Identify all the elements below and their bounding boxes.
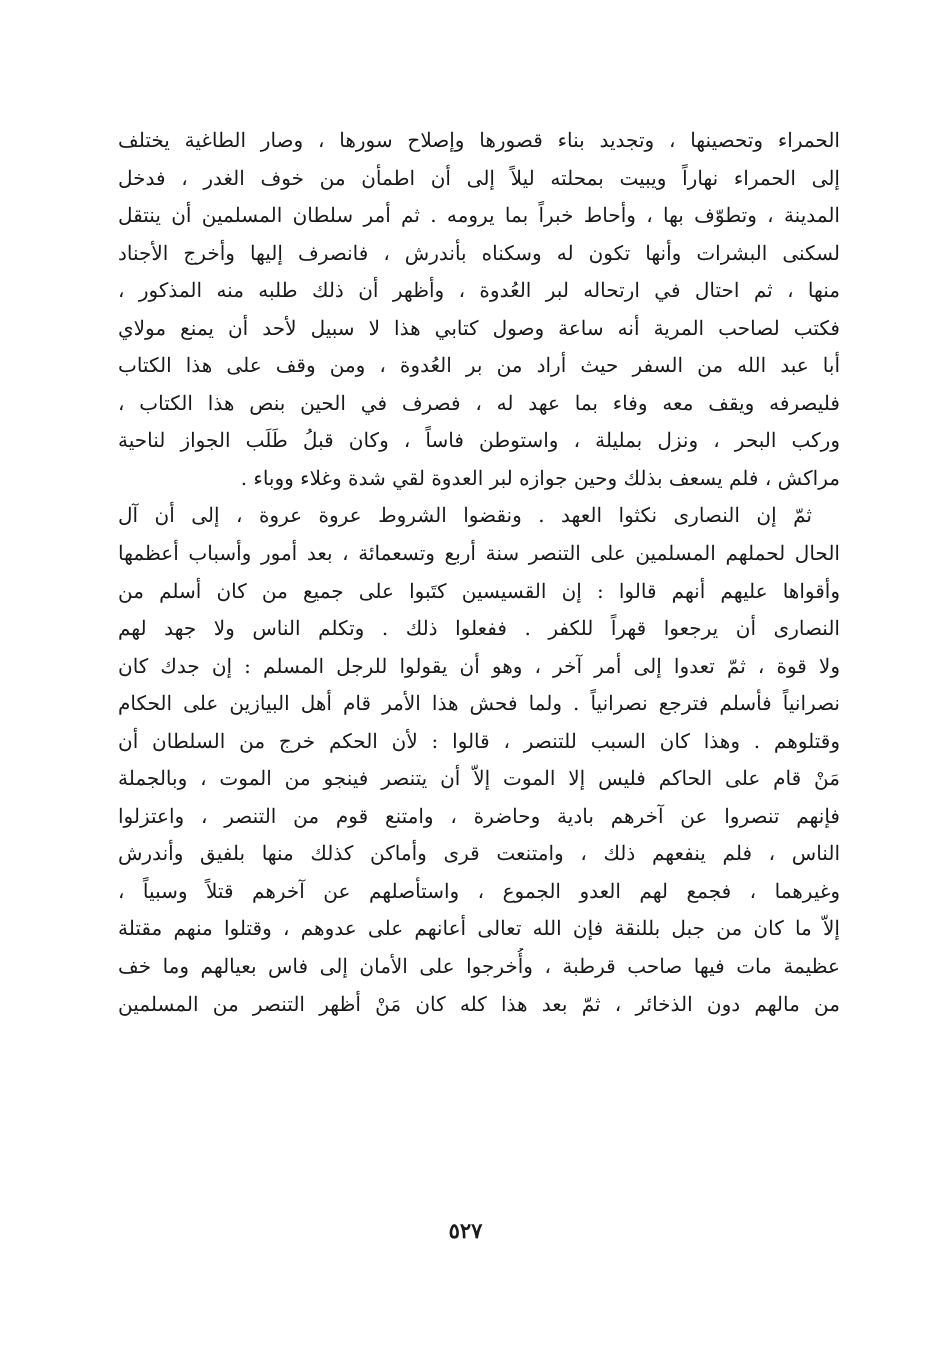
text-line: وأقواها عليهم أنهم قالوا : إن القسيسين كتَبوا على جميع من كان أسلم من xyxy=(118,578,840,603)
text-line: إلى الحمراء نهاراً ويبيت بمحلته ليلاً إلى أن اطمأن من خوف الغدر ، فدخل xyxy=(118,165,840,190)
text-line: ثمّ إن النصارى نكثوا العهد . ونقضوا الشروط عروة عروة ، إلى أن آل xyxy=(118,503,812,528)
text-line: فليصرفه ويقف معه وفاء بما عهد له ، فصرف في الحين بنص هذا الكتاب ، xyxy=(118,390,840,415)
text-line: وقتلوهم . وهذا كان السبب للتنصر ، قالوا : لأن الحكم خرج من السلطان أن xyxy=(118,728,840,753)
text-line: منها ، ثم احتال في ارتحاله لبر العُدوة ، وأظهر أن ذلك طلبه منه المذكور ، xyxy=(118,278,840,303)
body-text xyxy=(118,122,840,1023)
text-line: وغيرهما ، فجمع لهم العدو الجموع ، واستأصلهم عن آخرهم قتلاً وسبياً ، xyxy=(118,878,840,903)
text-line: عظيمة مات فيها صاحب قرطبة ، وأُخرجوا على الأمان إلى فاس بعيالهم وما خف xyxy=(118,954,840,979)
text-line: الناس ، فلم ينفعهم ذلك ، وامتنعت قرى وأماكن كذلك منها بلفيق وأندرش xyxy=(118,841,840,866)
text-line: لسكنى البشرات وأنها تكون له وسكناه بأندرش ، فانصرف إليها وأخرج الأجناد xyxy=(118,240,840,265)
text-line: من مالهم دون الذخائر ، ثمّ بعد هذا كله كان مَنْ أظهر التنصر من المسلمين xyxy=(118,991,840,1016)
text-line: وركب البحر ، ونزل بمليلة ، واستوطن فاساً ، وكان قبلُ طَلَب الجواز لناحية xyxy=(118,428,840,453)
text-line: الحال لحملهم المسلمين على التنصر سنة أربع وتسعمائة ، بعد أمور وأسباب أعظمها xyxy=(118,541,840,566)
text-line: الحمراء وتحصينها ، وتجديد بناء قصورها وإصلاح سورها ، وصار الطاغية يختلف xyxy=(118,128,840,152)
page-number: ٥٢٧ xyxy=(448,1218,483,1243)
text-line: النصارى أن يرجعوا قهراً للكفر . ففعلوا ذلك . وتكلم الناس ولا جهد لهم xyxy=(118,616,840,641)
text-line: أبا عبد الله من السفر حيث أراد من بر العُدوة ، ومن وقف على هذا الكتاب xyxy=(118,353,840,378)
text-line: إلاّ ما كان من جبل بللنقة فإن الله تعالى أعانهم على عدوهم ، وقتلوا منهم مقتلة xyxy=(118,916,840,941)
text-line: المدينة ، وتطوّف بها ، وأحاط خبراً بما يرومه . ثم أمر سلطان المسلمين أن ينتقل xyxy=(118,203,840,228)
text-line: مَنْ قام على الحاكم فليس إلا الموت إلاّ أن يتنصر فينجو من الموت ، وبالجملة xyxy=(118,766,840,791)
text-line: فكتب لصاحب المرية أنه ساعة وصول كتابي هذا لا سبيل لأحد أن يمنع مولاي xyxy=(118,315,840,340)
text-line: فإنهم تنصروا عن آخرهم بادية وحاضرة ، وامتنع قوم من التنصر ، واعتزلوا xyxy=(118,803,840,828)
text-line: ولا قوة ، ثمّ تعدوا إلى أمر آخر ، وهو أن يقولوا للرجل المسلم : إن جدك كان xyxy=(118,653,840,678)
text-line: نصرانياً فأسلم فترجع نصرانياً . ولما فحش هذا الأمر قام أهل البيازين على الحكام xyxy=(118,691,840,716)
text-line: مراكش ، فلم يسعف بذلك وحين جوازه لبر العدوة لقي شدة وغلاء ووباء . xyxy=(240,465,840,490)
